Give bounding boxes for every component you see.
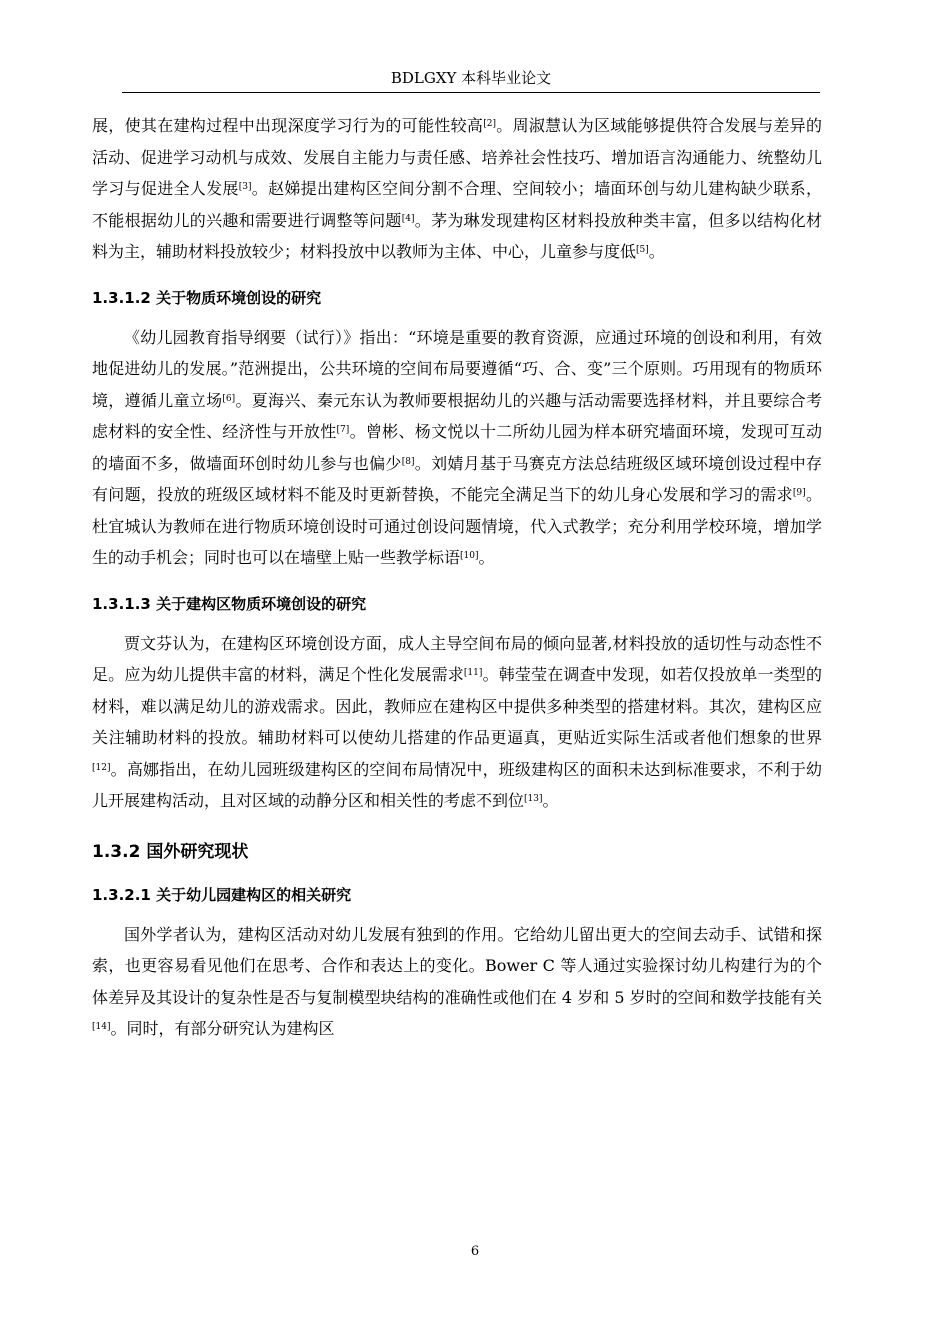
text-run: 《幼儿园教育指导纲要（试行）》指出：“环境是重要的教育资源，应通过环境的创设和利用，有效地促进幼儿的发展。”范洲提出，公共环境的空间布局要遵循“巧、合、变”三个原则。巧用现有的物质环境，遵循儿童立场	[92, 327, 822, 410]
citation-marker: [13]	[524, 794, 543, 804]
paragraph-3	[92, 628, 822, 817]
citation-marker: [2]	[483, 119, 496, 129]
paragraph-4	[92, 919, 822, 1045]
text-run: 。茅为琳发现建构区材料投放种类丰富，但多以结构化材料为主，辅助材料投放较少；材料投放中以教师为主体、中心，儿童参与度低	[92, 210, 822, 261]
citation-marker: [8]	[401, 456, 415, 467]
running-header: BDLGXY 本科毕业论文	[390, 69, 552, 87]
citation-marker: [12]	[92, 762, 111, 773]
section-heading-1-3-2-1: 1.3.2.1 关于幼儿园建构区的相关研究	[92, 885, 352, 904]
text-run: 国外学者认为，建构区活动对幼儿发展有独到的作用。它给幼儿留出更大的空间去动手、试错和探索，也更容易看见他们在思考、合作和表达上的变化。Bower C 等人通过实验探讨幼儿构建行为的个体差异及其设计的复杂性是否与复制模型块结构的准确性或他们在 4 岁和 5 岁时的空间和数学技能有关	[92, 924, 822, 1007]
text-run: 展，使其在建构过程中出现深度学习行为的可能性较高	[92, 116, 484, 135]
header-rule	[122, 92, 820, 93]
text-run: 。	[542, 791, 559, 810]
section-heading-1-3-1-2: 1.3.1.2 关于物质环境创设的研究	[92, 288, 322, 307]
citation-marker: [3]	[238, 182, 252, 192]
citation-marker: [7]	[336, 425, 350, 435]
paragraph-2	[92, 322, 822, 574]
citation-marker: [10]	[460, 551, 479, 561]
citation-marker: [11]	[463, 668, 483, 678]
text-run: 。周淑慧认为区域能够提供符合发展与差异的活动、促进学习动机与成效、发展自主能力与责任感、培养社会性技巧、增加语言沟通能力、统整幼儿学习与促进全人发展	[92, 116, 822, 198]
text-run: 。曾彬、杨文悦以十二所幼儿园为样本研究墙面环境，发现可互动的墙面不多，做墙面环创时幼儿参与也偏少	[92, 422, 822, 473]
text-run: 。高娜指出，在幼儿园班级建构区的空间布局情况中，班级建构区的面积未达到标准要求，不利于幼儿开展建构活动，且对区域的动静分区和相关性的考虑不到位	[92, 759, 822, 810]
text-run: 。	[648, 242, 665, 261]
citation-marker: [5]	[636, 245, 649, 255]
text-run: 。刘婧月基于马赛克方法总结班级区域环境创设过程中存有问题，投放的班级区域材料不能及时更新替换，不能完全满足当下的幼儿身心发展和学习的需求	[92, 453, 822, 504]
page-body	[92, 110, 822, 1045]
section-heading-1-3-2: 1.3.2 国外研究现状	[92, 841, 249, 862]
citation-marker: [14]	[92, 1022, 111, 1032]
text-run: 贾文芬认为，在建构区环境创设方面，成人主导空间布局的倾向显著,材料投放的适切性与动态性不足。应为幼儿提供丰富的材料，满足个性化发展需求	[92, 633, 822, 684]
text-run: 。赵娣提出建构区空间分割不合理、空间较小；墙面环创与幼儿建构缺少联系，不能根据幼儿的兴趣和需要进行调整等问题	[92, 179, 822, 230]
citation-marker: [4]	[401, 213, 415, 224]
citation-marker: [6]	[222, 393, 236, 404]
section-heading-1-3-1-3: 1.3.1.3 关于建构区物质环境创设的研究	[92, 594, 367, 613]
text-run: 。杜宜城认为教师在进行物质环境创设时可通过创设问题情境，代入式教学；充分利用学校环境，增加学生的动手机会；同时也可以在墙壁上贴一些教学标语	[92, 485, 822, 567]
paragraph-1	[92, 110, 822, 268]
citation-marker: [9]	[792, 488, 806, 498]
text-run: 。夏海兴、秦元东认为教师要根据幼儿的兴趣与活动需要选择材料，并且要综合考虑材料的安全性、经济性与开放性	[92, 390, 822, 441]
text-run: 。	[478, 548, 495, 567]
text-run: 。韩莹莹在调查中发现，如若仅投放单一类型的材料，难以满足幼儿的游戏需求。因此，教师应在建构区中提供多种类型的搭建材料。其次，建构区应关注辅助材料的投放。辅助材料可以使幼儿搭建的作品更逼真，更贴近实际生活或者他们想象的世界	[92, 665, 822, 747]
text-run: 。同时，有部分研究认为建构区	[110, 1019, 335, 1038]
page-number: 6	[470, 1244, 480, 1259]
